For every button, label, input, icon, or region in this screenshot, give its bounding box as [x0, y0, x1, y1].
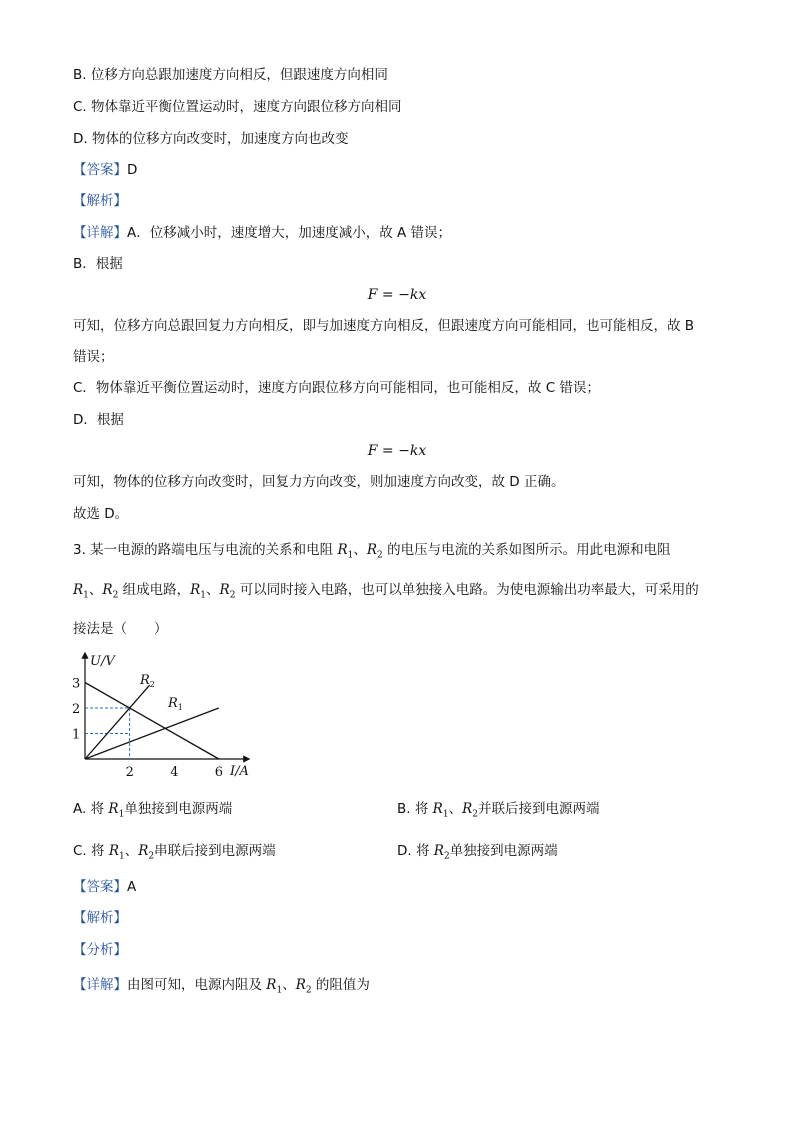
option-d-post: 单独接到电源两端: [449, 843, 558, 859]
series-line-r2: [85, 685, 150, 759]
series-line-source: [85, 683, 219, 760]
r-letter: R: [337, 542, 348, 558]
x-tick-label: 6: [214, 765, 224, 780]
r-sub: 2: [112, 590, 119, 601]
r-letter: R: [138, 843, 149, 859]
x-tick-label: 2: [125, 765, 134, 780]
fenxi-tag: 【分析】: [73, 942, 127, 958]
r-sub: 1: [118, 809, 125, 820]
analysis-tag: 【解析】: [73, 193, 127, 209]
separator: 、: [206, 582, 220, 598]
resistor-r1-label: [190, 582, 207, 601]
resistor-r1-label: [266, 977, 283, 996]
option-d-text: D. 物体的位移方向改变时，加速度方向也改变: [73, 131, 349, 147]
q3-text-b: 的电压与电流的关系如图所示。用此电源和电阻: [387, 542, 671, 558]
option-d[interactable]: [397, 842, 558, 866]
r-sub: 1: [83, 590, 89, 601]
option-b-post: 并联后接到电源两端: [477, 801, 600, 817]
question3-line1: [73, 541, 671, 565]
option-c[interactable]: [73, 842, 276, 866]
r-letter: R: [432, 801, 443, 817]
resistor-r2-label: [433, 843, 450, 862]
x-tick-label: 4: [170, 765, 179, 780]
q3-text-a: 3. 某一电源的路端电压与电流的关系和电阻: [73, 542, 334, 558]
r-letter: R: [102, 582, 113, 598]
option-c-post: 串联后接到电源两端: [154, 843, 276, 859]
answer-line-2: [73, 878, 136, 896]
r-letter: R: [433, 843, 444, 859]
r-letter: R: [108, 843, 119, 859]
resistor-r2-label: [219, 582, 236, 601]
y-tick-label: 1: [72, 727, 81, 743]
answer-tag: 【答案】: [73, 162, 127, 178]
separator: 、: [353, 542, 367, 558]
x-axis-label: I/A: [230, 764, 249, 779]
resistor-r2-label: [462, 801, 478, 820]
question3-line3: 接法是（ ）: [73, 621, 168, 637]
resistor-r1-label: [432, 801, 449, 820]
resistor-r2-label: [366, 542, 383, 561]
resistor-r1-label: [337, 542, 354, 561]
option-b-pre: B. 将: [397, 801, 429, 817]
answer-line: [73, 161, 137, 179]
choose-line: 故选 D。: [73, 506, 129, 522]
option-b[interactable]: [397, 800, 599, 824]
resistor-r2-label: [138, 843, 155, 862]
detail-text-b: 的阻值为: [315, 977, 370, 993]
q3-text-c: 组成电路，: [122, 582, 191, 598]
analysis-tag-2: 【解析】: [73, 910, 127, 926]
option-a[interactable]: [73, 800, 232, 824]
r-letter: R: [462, 801, 473, 817]
resistor-r2-label: [295, 977, 312, 996]
r-sub: 1: [118, 851, 125, 862]
separator: 、: [88, 582, 103, 598]
b-explanation-2: 错误；: [73, 349, 114, 365]
option-c-text: C. 物体靠近平衡位置运动时，速度方向跟位移方向相同: [73, 99, 402, 115]
resistor-r1-label: [73, 582, 89, 601]
formula-2: F = −kx: [367, 443, 427, 459]
r-sub: 1: [442, 809, 449, 820]
y-tick-label: 3: [72, 676, 81, 692]
r-sub: 2: [472, 809, 478, 820]
y-tick-label: 2: [72, 702, 81, 717]
resistor-r2-label: [102, 582, 119, 601]
r-letter: R: [366, 542, 378, 558]
answer-value: A: [127, 879, 137, 895]
r2-sub: 2: [149, 680, 155, 689]
r-letter: R: [219, 582, 230, 598]
r-letter: R: [295, 977, 306, 993]
formula-1: F = −kx: [367, 287, 427, 303]
u-i-chart: [62, 646, 262, 780]
detail-text: A．位移减小时，速度增大，加速度减小，故 A 错误；: [127, 225, 452, 241]
resistor-r1-label: [108, 843, 125, 862]
r-sub: 2: [305, 985, 312, 996]
answer-tag: 【答案】: [73, 879, 127, 895]
resistor-r1-label: [108, 801, 125, 820]
r-sub: 2: [377, 550, 383, 561]
y-axis-label: U/V: [90, 654, 115, 669]
r-letter: R: [108, 801, 119, 817]
question3-line2: [73, 581, 699, 605]
separator: 、: [124, 843, 139, 859]
option-a-post: 单独接到电源两端: [124, 801, 233, 817]
b-label: B．根据: [73, 256, 123, 272]
r-letter: R: [190, 582, 201, 598]
detail-tag: 【详解】: [73, 977, 127, 993]
d-label: D．根据: [73, 412, 124, 428]
d-explanation: 可知，物体的位移方向改变时，回复力方向改变，则加速度方向改变，故 D 正确。: [73, 474, 565, 490]
q3-text-d: 可以同时接入电路，也可以单独接入电路。为使电源输出功率最大，可采用的: [239, 582, 699, 598]
b-explanation-1: 可知，位移方向总跟回复力方向相反，即与加速度方向相反，但跟速度方向可能相同，也可能相反，故 B: [73, 318, 695, 334]
detail-text-a: 由图可知，电源内阻及: [127, 977, 262, 993]
r-sub: 1: [347, 550, 354, 561]
option-b-text: B. 位移方向总跟加速度方向相反，但跟速度方向相同: [73, 67, 388, 83]
r1-sub: 1: [177, 703, 183, 712]
c-explanation: C．物体靠近平衡位置运动时，速度方向跟位移方向可能相同，也可能相反，故 C 错误；: [73, 380, 600, 396]
separator: 、: [282, 977, 296, 993]
answer-value: D: [127, 162, 138, 178]
r-sub: 1: [200, 590, 207, 601]
r-sub: 2: [148, 851, 155, 862]
detail-tag: 【详解】: [73, 225, 127, 241]
option-c-pre: C. 将: [73, 843, 105, 859]
r-letter: R: [266, 977, 277, 993]
r-sub: 1: [276, 985, 283, 996]
option-a-pre: A. 将: [73, 801, 105, 817]
separator: 、: [448, 801, 463, 817]
r-letter: R: [73, 582, 84, 598]
series-label-r1: $R_1$: [168, 696, 183, 712]
r-sub: 2: [443, 851, 450, 862]
r-sub: 2: [229, 590, 236, 601]
option-d-pre: D. 将: [397, 843, 430, 859]
series-label-r2: $R_2$: [140, 673, 155, 689]
detail-line: [73, 224, 451, 242]
detail-line-2: [73, 976, 370, 1000]
